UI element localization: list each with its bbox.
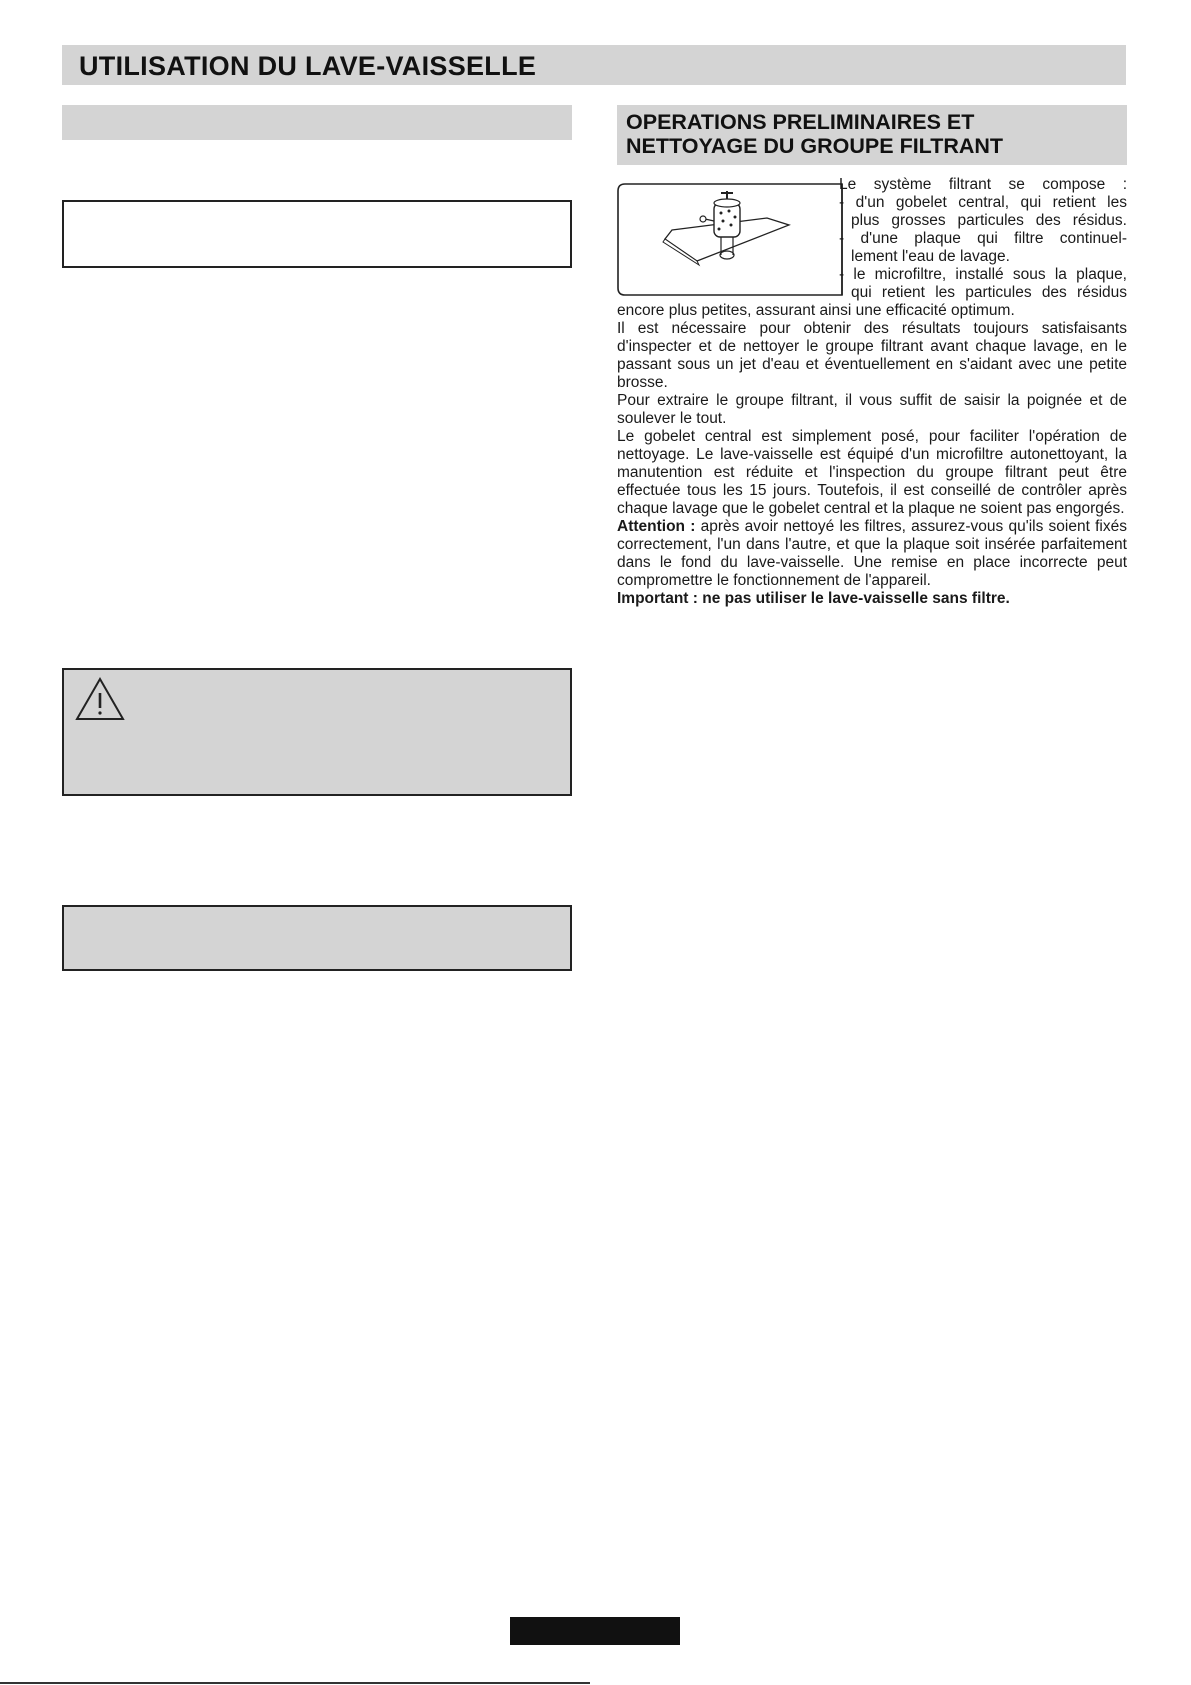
important-note: Important : ne pas utiliser le lave-vaisselle sans filtre. <box>617 590 1010 607</box>
section-title-line2: NETTOYAGE DU GROUPE FILTRANT <box>626 134 1004 158</box>
intro-line: qui retient les particules des résidus <box>851 284 1127 301</box>
intro-line: plus grosses particules des résidus. <box>851 212 1127 229</box>
section-header <box>617 105 1127 165</box>
section-title-line1: OPERATIONS PRELIMINAIRES ET <box>626 110 975 134</box>
left-section-header-bar <box>62 105 572 140</box>
intro-line: - le microfiltre, installé sous la plaque, <box>839 266 1127 283</box>
attention-label: Attention : <box>617 518 696 535</box>
gray-note-box <box>62 905 572 971</box>
intro-line: - d'un gobelet central, qui retient les <box>839 194 1127 211</box>
body-paragraph: Le gobelet central est simplement posé, pour faciliter l'opération de nettoyage. Le lave-vaisselle est équipé d'un microfiltre autonettoyant, la manutention est réduite et l'inspection du groupe filtrant peut être effectuée tous les 15 jours. Toutefois, il est conseillé de contrôler après chaque lavage que le gobelet central et la plaque ne soient pas engorgés. <box>617 428 1127 517</box>
page-title: UTILISATION DU LAVE-VAISSELLE <box>62 45 1126 85</box>
intro-line: Le système filtrant se compose : <box>839 176 1127 193</box>
warning-box <box>62 668 572 796</box>
intro-line: lement l'eau de lavage. <box>851 248 1010 265</box>
filter-system-intro <box>839 176 1127 302</box>
attention-paragraph <box>617 518 1127 590</box>
intro-line: - d'une plaque qui filtre continuel- <box>839 230 1127 247</box>
page-number-tab <box>510 1617 680 1645</box>
warning-triangle-icon <box>74 676 126 722</box>
body-paragraph: Pour extraire le groupe filtrant, il vous suffit de saisir la poignée et de soulever le tout. <box>617 392 1127 427</box>
body-paragraph: encore plus petites, assurant ainsi une efficacité optimum. <box>617 302 1015 319</box>
body-paragraph: Il est nécessaire pour obtenir des résultats toujours satisfaisants d'inspecter et de nettoyer le groupe filtrant avant chaque lavage, en le passant sous un jet d'eau et éventuellement en s'aidant avec une petite brosse. <box>617 320 1127 391</box>
empty-framed-box <box>62 200 572 268</box>
attention-text: après avoir nettoyé les filtres, assurez-vous qu'ils soient fixés correctement, l'un dans l'autre, et que la plaque soit insérée parfaitement dans le fond du lave-vaisselle. Une remise en place incorrecte peut compromettre le fonctionnement de l'appareil. <box>617 518 1127 589</box>
bottom-divider <box>0 1682 590 1684</box>
filter-group-illustration <box>617 183 859 298</box>
filter-cleaning-instructions <box>617 302 1127 608</box>
